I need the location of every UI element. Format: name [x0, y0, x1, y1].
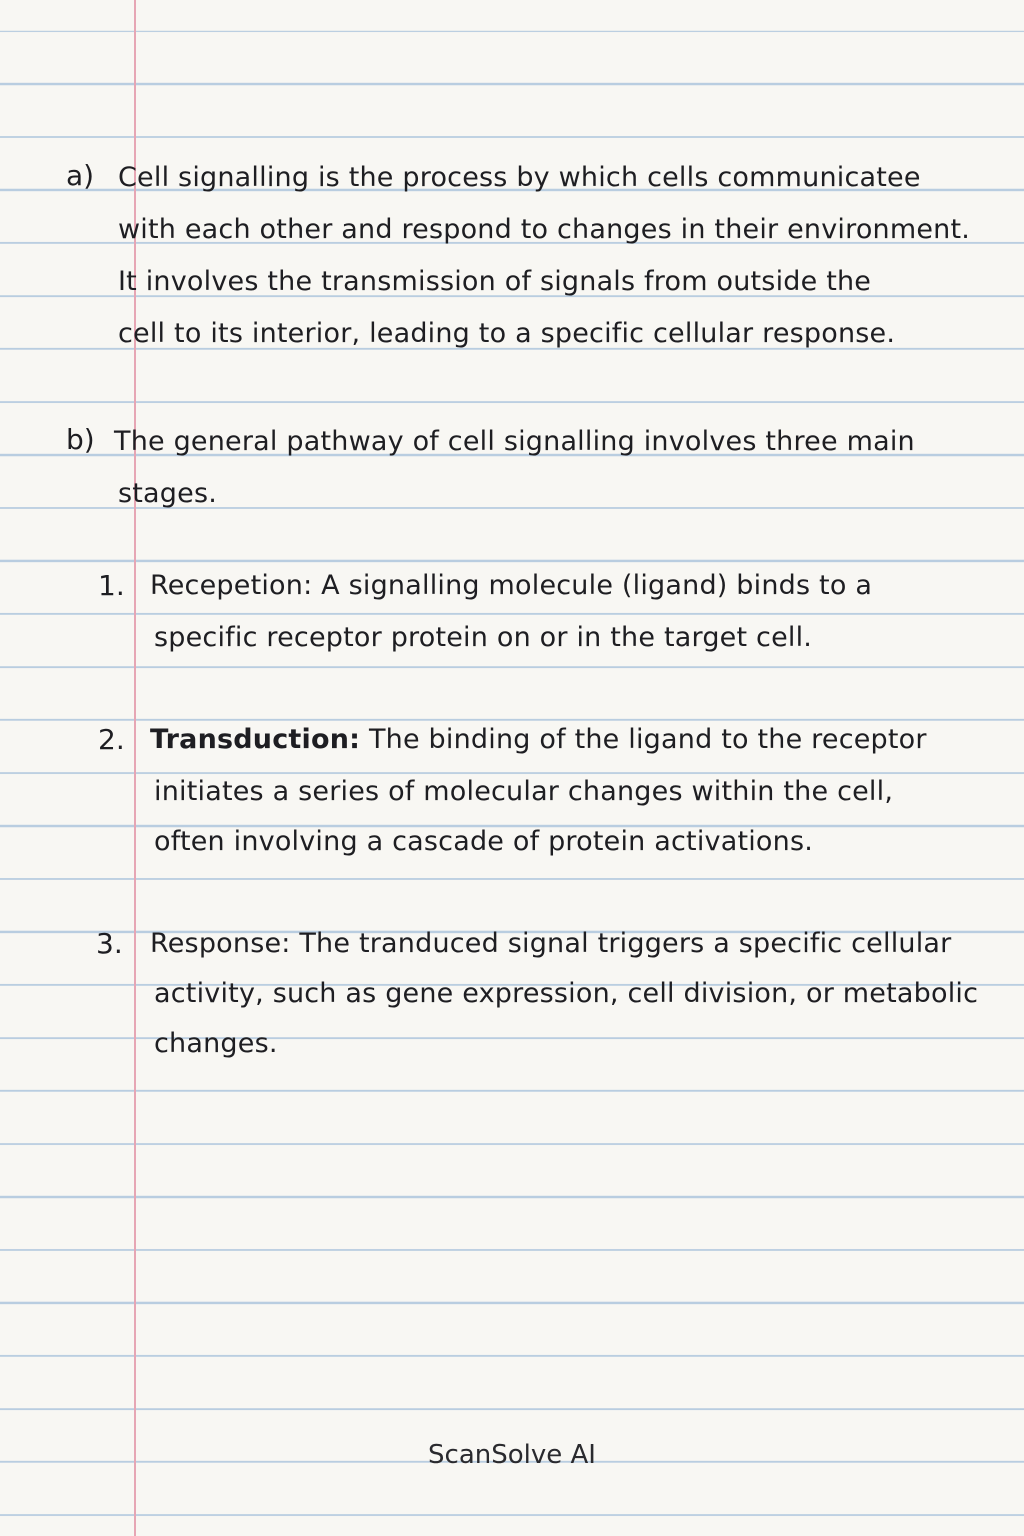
- stage-2-line-3: often involving a cascade of protein activations.: [154, 826, 814, 857]
- stage-3-number: 3.: [96, 927, 123, 960]
- footer-brand: ScanSolve AI: [428, 1440, 596, 1470]
- stage-2-number: 2.: [98, 723, 125, 756]
- part-a-line-4: cell to its interior, leading to a specific cellular response.: [118, 318, 896, 349]
- part-a-line-3: It involves the transmission of signals from outside the: [118, 266, 872, 297]
- stage-3-first-line: [150, 918, 951, 970]
- part-a-label: a): [66, 159, 95, 192]
- stage-1-first-text: A signalling molecule (ligand) binds to a: [312, 570, 873, 601]
- stage-2-line-2: initiates a series of molecular changes within the cell,: [154, 776, 894, 807]
- stage-3-line-3: changes.: [154, 1028, 278, 1059]
- stage-2-first-text: The binding of the ligand to the receptor: [360, 724, 927, 755]
- stage-1-line-2: specific receptor protein on or in the target cell.: [154, 622, 813, 653]
- stage-3-term: Response:: [150, 928, 291, 959]
- stage-1-number: 1.: [98, 569, 125, 602]
- part-a-line-2: with each other and respond to changes in their environment.: [118, 214, 971, 245]
- stage-1-first-line: [150, 560, 872, 612]
- stage-2-term: Transduction:: [150, 724, 361, 755]
- stage-3-line-2: activity, such as gene expression, cell division, or metabolic: [154, 978, 979, 1009]
- part-b-label: b): [66, 423, 95, 456]
- part-a-line-1: Cell signalling is the process by which cells communicatee: [118, 162, 921, 193]
- part-b-line-1: The general pathway of cell signalling involves three main: [114, 426, 915, 457]
- stage-3-first-text: The tranduced signal triggers a specific cellular: [290, 928, 952, 959]
- stage-2-first-line: [150, 714, 927, 766]
- part-b-line-2: stages.: [118, 478, 217, 509]
- stage-1-term: Recepetion:: [150, 570, 313, 601]
